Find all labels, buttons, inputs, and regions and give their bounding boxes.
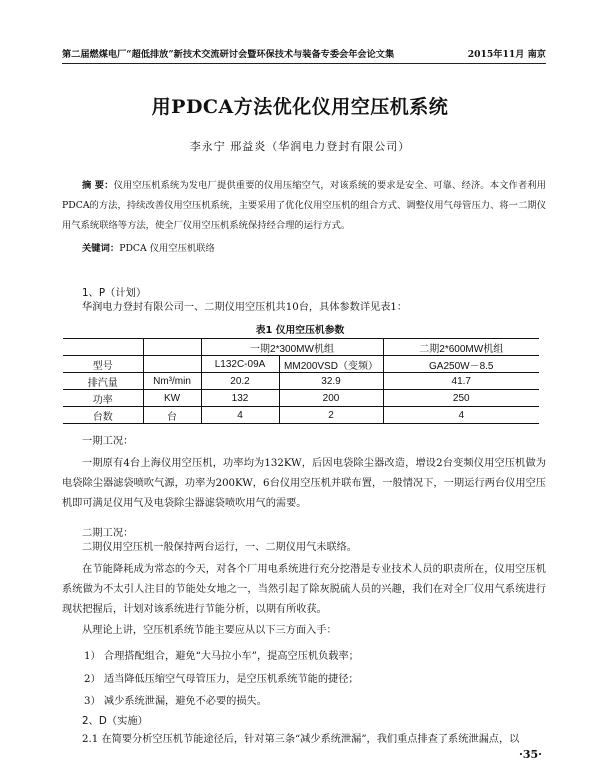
abstract-label: 摘 要：	[82, 180, 114, 191]
table-row	[63, 390, 539, 407]
table-cell: 132	[201, 390, 279, 407]
section-1-intro: 华润电力登封有限公司一、二期仪用空压机共10台，具体参数详见表1：	[82, 302, 408, 313]
keywords-label: 关键词：	[82, 243, 120, 254]
section-2-heading: 2、D（实施）	[82, 715, 148, 727]
table-group-phase2: 二期2*600MW机组	[383, 339, 539, 356]
phase-2-text: 二期仪用空压机一般保持两台运行，一、二期仪用气未联络。	[82, 542, 358, 553]
table-row	[63, 373, 539, 390]
list-item: 1） 合理搭配组合，避免“大马拉小车”，提高空压机负载率；	[84, 651, 359, 662]
paper-authors: 李永宁 邢益炎（华润电力登封有限公司）	[189, 140, 411, 153]
table-cell: 2	[279, 407, 383, 424]
table-cell: 20.2	[201, 373, 279, 390]
table-row-label: 台数	[63, 407, 143, 424]
table-cell: L132C-09A	[201, 356, 279, 373]
table-cell: 250	[383, 390, 539, 407]
table-corner-cell	[63, 339, 143, 356]
table-row	[63, 356, 539, 373]
table-row-unit: KW	[143, 390, 201, 407]
table-cell: 41.7	[383, 373, 539, 390]
running-header	[62, 44, 546, 64]
table-cell: 32.9	[279, 373, 383, 390]
paper-title: 用PDCA方法优化仪用空压机系统	[151, 96, 449, 118]
table-group-header-row	[63, 339, 539, 356]
table-caption: 表1 仪用空压机参数	[255, 325, 345, 336]
table-cell: 4	[383, 407, 539, 424]
table-row-unit	[143, 356, 201, 373]
parameter-table	[63, 338, 539, 424]
table-row-label: 功率	[63, 390, 143, 407]
table-cell: MM200VSD（变频）	[279, 356, 383, 373]
table-corner-cell	[143, 339, 201, 356]
list-item: 3） 减少系统泄漏，避免不必要的损失。	[84, 696, 267, 707]
phase-1-text: 一期原有4台上海仪用空压机，功率均为132KW，后因电袋除尘器改造，增设2台变频仪用空压机做为电袋除尘器滤袋喷吹气源，功率为200KW，6台仪用空压机并联布置，一般情况下，一期运行两台仪用空压机即可满足仪用气及电袋除尘器滤袋喷吹用气的需要。	[62, 458, 546, 509]
table-row	[63, 407, 539, 424]
table-row-label: 型号	[63, 356, 143, 373]
phase-1-heading: 一期工况：	[82, 435, 134, 447]
phase-2-heading: 二期工况：	[82, 527, 134, 539]
section-1-heading: 1、P（计划）	[82, 287, 147, 299]
table-row-unit: 台	[143, 407, 201, 424]
section-2-text: 2.1 在简要分析空压机节能途径后，针对第三条“减少系统泄漏”，我们重点排查了系统泄漏点，以	[82, 734, 520, 745]
table-group-phase1: 一期2*300MW机组	[201, 339, 383, 356]
table-cell: 4	[201, 407, 279, 424]
table-row-label: 排汽量	[63, 373, 143, 390]
table-row-unit: Nm³/min	[143, 373, 201, 390]
table-cell: GA250W－8.5	[383, 356, 539, 373]
abstract-text: 仪用空压机系统为发电厂提供重要的仪用压缩空气，对该系统的要求是安全、可靠、经济。本文作者利用PDCA的方法，持续改善仪用空压机系统，主要采用了优化仪用空压机的组合方式、调整仪用气母管压力、将一二期仪用气系统联络等方法，使全厂仪用空压机系统保持经合理的运行方式。	[62, 180, 546, 231]
list-item: 2） 适当降低压缩空气母管压力，是空压机系统节能的捷径；	[84, 674, 359, 685]
keywords	[82, 240, 215, 254]
energy-saving-paragraph: 在节能降耗成为常态的今天，对各个厂用电系统进行充分挖潜是专业技术人员的职责所在，仪用空压机系统做为不太引人注目的节能处女地之一，当然引起了除灰脱硫人员的兴趣，我们在对全厂仪用气系统进行现状把握后，计划对该系统进行节能分析，以期有所收获。	[62, 564, 546, 615]
abstract	[62, 176, 546, 236]
page-number: ·35·	[519, 748, 542, 761]
theory-paragraph: 从理论上讲，空压机系统节能主要应从以下三方面入手：	[82, 625, 337, 636]
header-proceedings-title: 第二届燃煤电厂“超低排放”新技术交流研讨会暨环保技术与装备专委会年会论文集	[62, 49, 395, 60]
header-date-location: 2015年11月 南京	[467, 49, 546, 60]
keywords-text: PDCA 仪用空压机联络	[119, 243, 215, 254]
table-cell: 200	[279, 390, 383, 407]
